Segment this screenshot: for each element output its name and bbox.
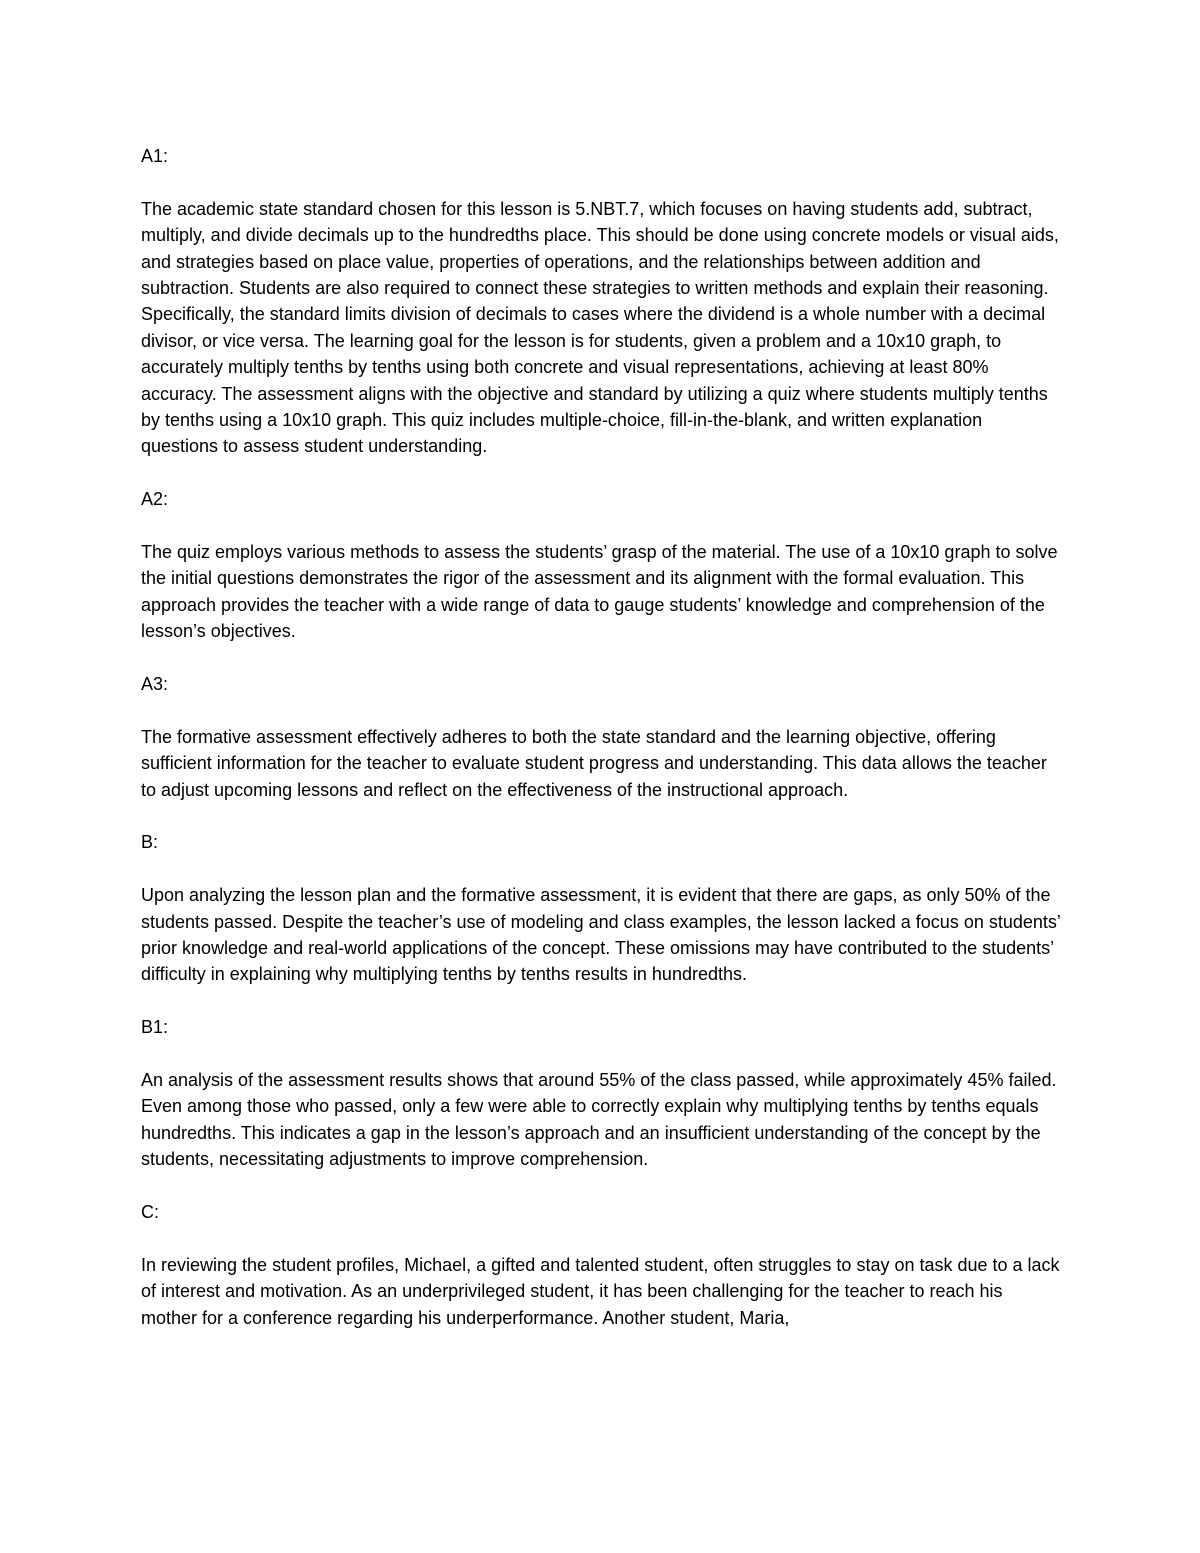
section-heading-b1: B1: [141, 1017, 169, 1038]
section-body-a2: The quiz employs various methods to assess the students’ grasp of the material. The use of a 10x10 graph to solve the initial questions demonstrates the rigor of the assessment and its alignment with the formal evaluation. This approach provides the teacher with a wide range of data to gauge students’ knowledge and comprehension of the lesson’s objectives. [141, 542, 1058, 642]
section-body-b: Upon analyzing the lesson plan and the formative assessment, it is evident that there are gaps, as only 50% of the students passed. Despite the teacher’s use of modeling and class examples, the lesson lacked a focus on students’ prior knowledge and real-world applications of the concept. These omissions may have contributed to the students’ difficulty in explaining why multiplying tenths by tenths results in hundredths. [141, 885, 1061, 985]
section-body-b1: An analysis of the assessment results shows that around 55% of the class passed, while approximately 45% failed. Even among those who passed, only a few were able to correctly explain why multiplying tenths by tenths equals hundredths. This indicates a gap in the lesson’s approach and an insufficient understanding of the concept by the students, necessitating adjustments to improve comprehension. [141, 1070, 1057, 1170]
section-body-a1: The academic state standard chosen for this lesson is 5.NBT.7, which focuses on having students add, subtract, multiply, and divide decimals up to the hundredths place. This should be done using concrete models or visual aids, and strategies based on place value, properties of operations, and the relationships between addition and subtraction. Students are also required to connect these strategies to written methods and explain their reasoning. Specifically, the standard limits division of decimals to cases where the dividend is a whole number with a decimal divisor, or vice versa. The learning goal for the lesson is for students, given a problem and a 10x10 graph, to accurately multiply tenths by tenths using both concrete and visual representations, achieving at least 80% accuracy. The assessment aligns with the objective and standard by utilizing a quiz where students multiply tenths by tenths using a 10x10 graph. This quiz includes multiple-choice, fill-in-the-blank, and written explanation questions to assess student understanding. [141, 198, 1059, 457]
document-content [141, 143, 1061, 1358]
section-heading-b: B: [141, 832, 159, 853]
section-body-c: In reviewing the student profiles, Michael, a gifted and talented student, often struggles to stay on task due to a lack of interest and motivation. As an underprivileged student, it has been challenging for the teacher to reach his mother for a conference regarding his underperformance. Another student, Maria, [141, 1254, 1060, 1328]
section-heading-a1: A1: [141, 146, 169, 166]
section-heading-a2: A2: [141, 489, 169, 510]
section-body-a3: The formative assessment effectively adheres to both the state standard and the learning objective, offering sufficient information for the teacher to evaluate student progress and understanding. This data allows the teacher to adjust upcoming lessons and reflect on the effectiveness of the instructional approach. [141, 726, 1047, 800]
section-heading-a3: A3: [141, 674, 169, 695]
section-heading-c: C: [141, 1202, 159, 1223]
